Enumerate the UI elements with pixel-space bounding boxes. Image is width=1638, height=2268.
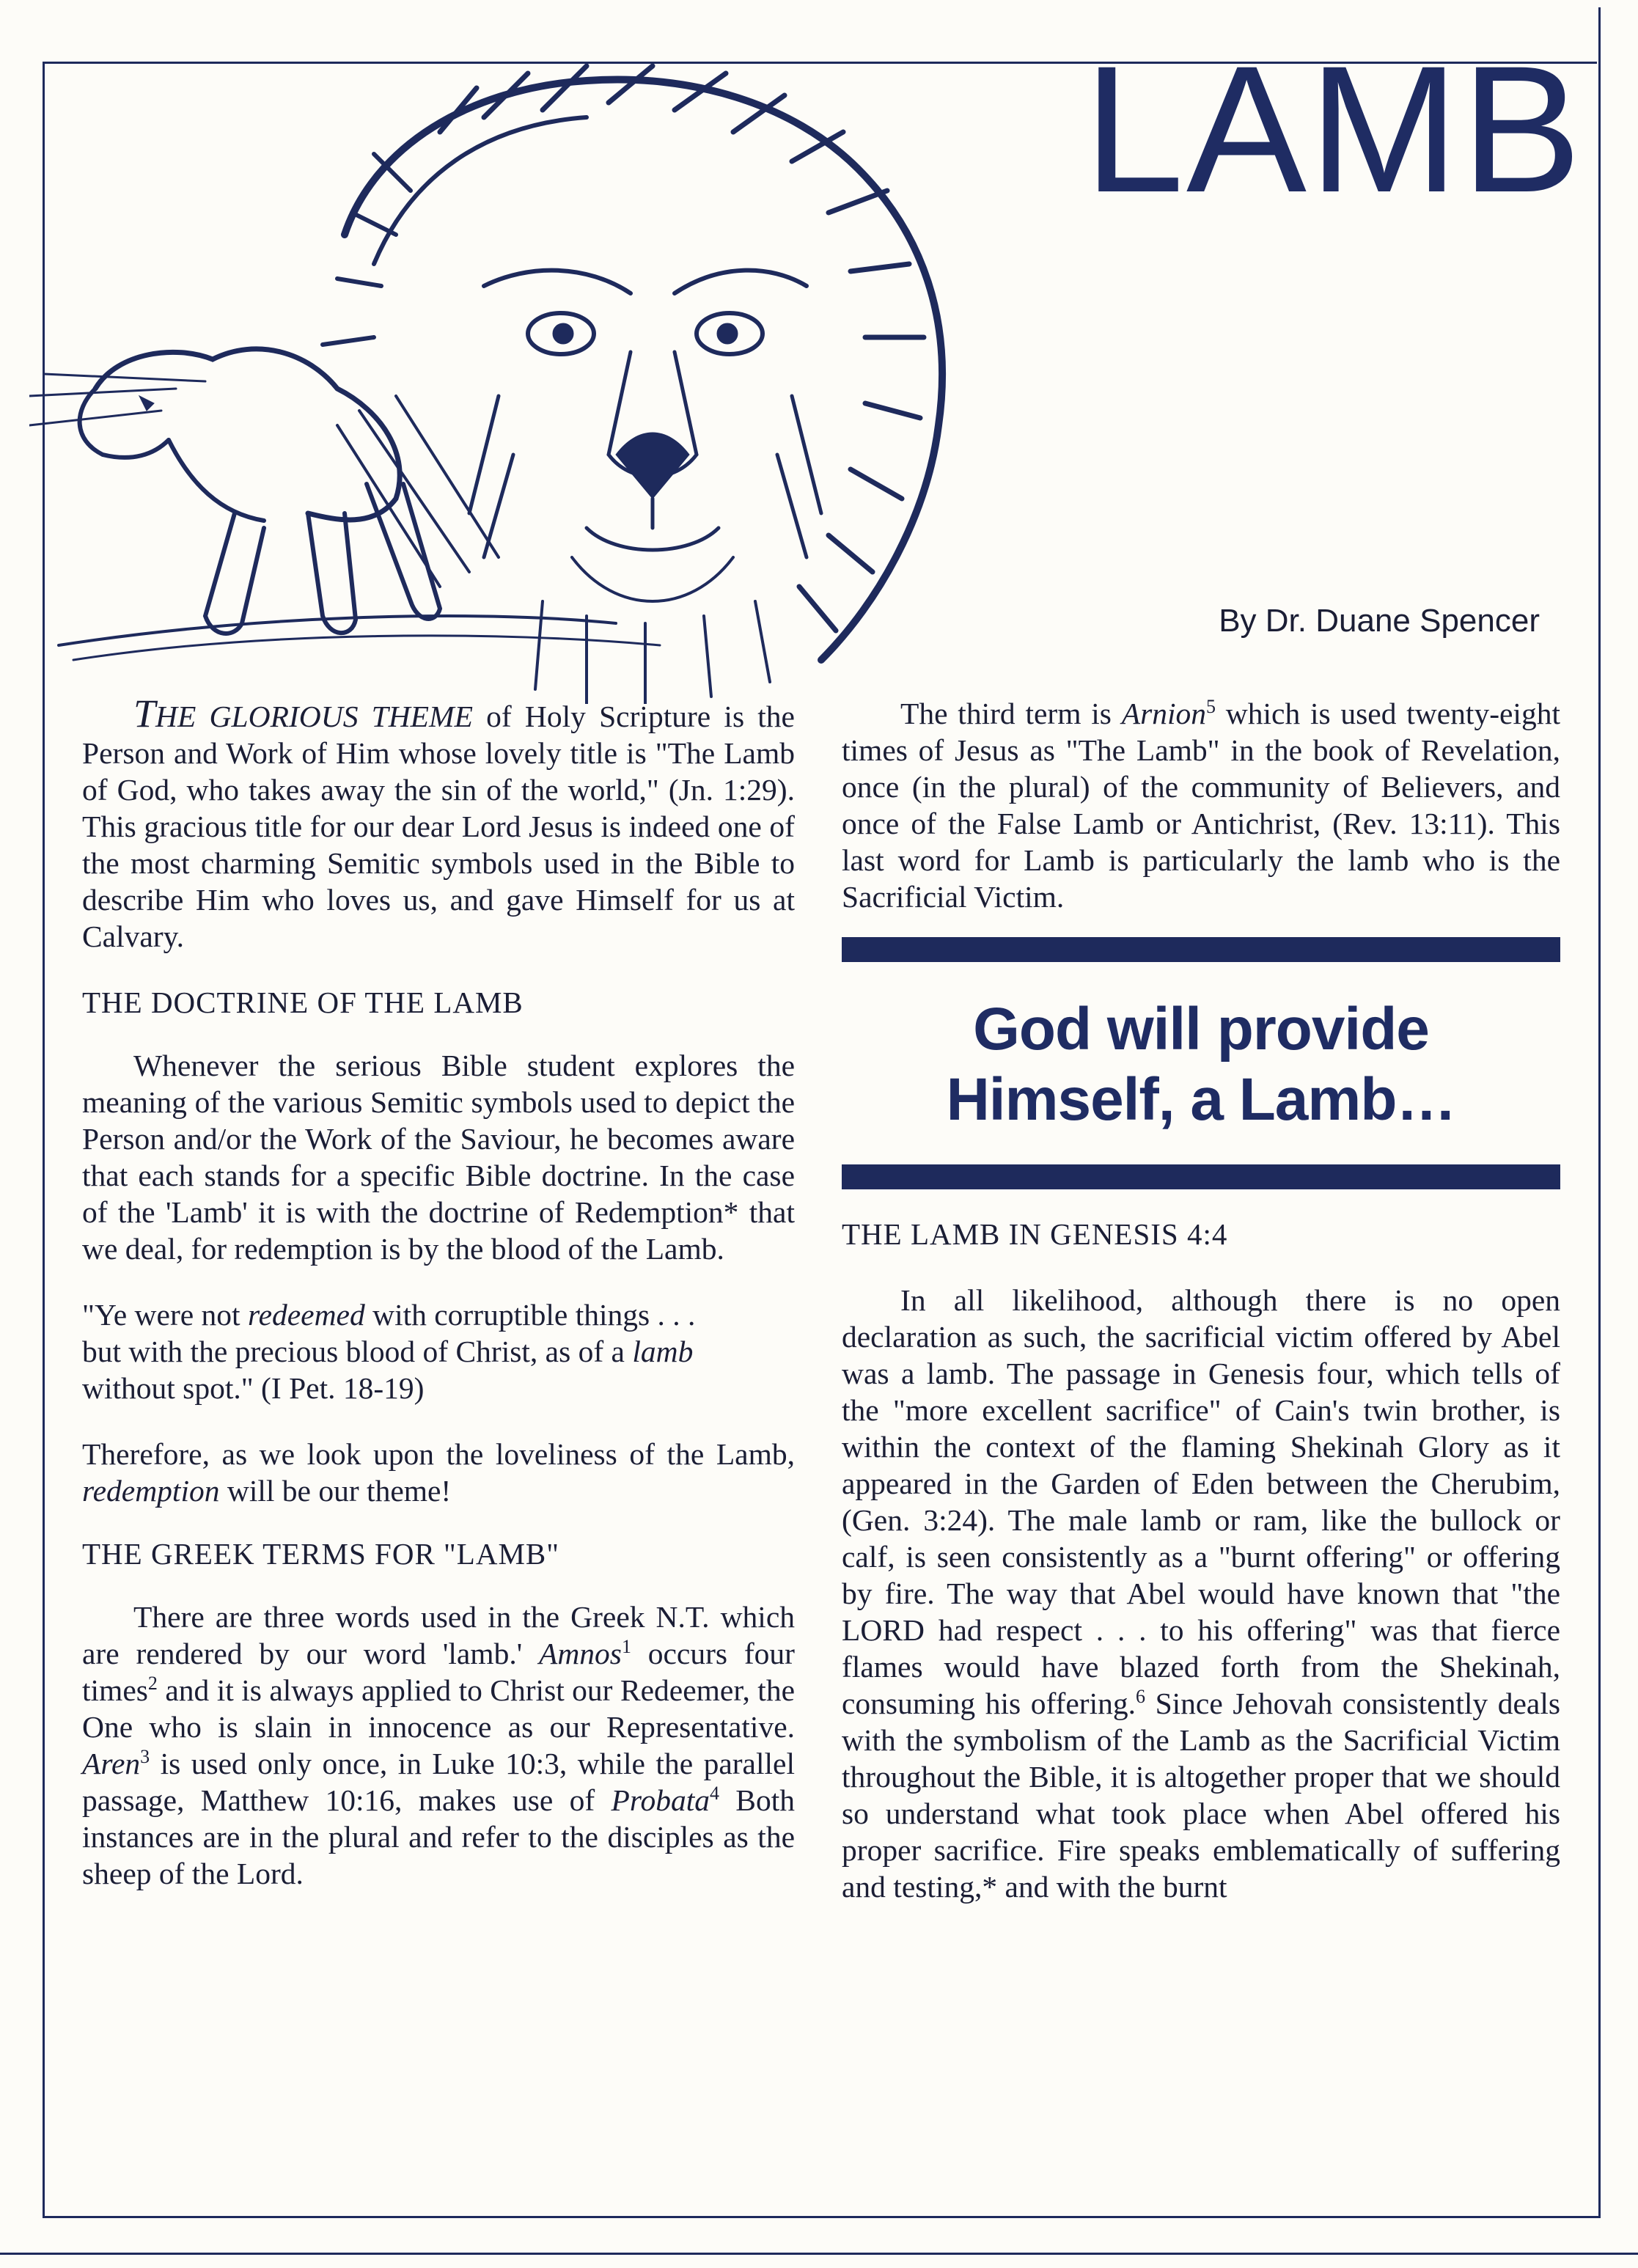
pull-headline: [842, 994, 1560, 1135]
arnion-paragraph: The third term is Arnion$^5$ which is used twenty-eight times of Jesus as "The Lamb" in the book of Revelation, once (in the plural) of the community of Believers, and once of the False Lamb or Antichrist, (Rev. 13:11). This last word for Lamb is particularly the lamb who is the Sacrificial Victim.: [842, 696, 1560, 914]
article-title: LAMB: [1084, 29, 1584, 230]
page-outer-bottom-rule: [0, 2253, 1638, 2255]
pull-headline-line-2: Himself, a Lamb…: [946, 1066, 1456, 1133]
frame-right-rule: [1598, 7, 1601, 2217]
intro-paragraph: [82, 691, 795, 955]
divider-bar-bottom: [842, 1164, 1560, 1189]
heading-greek-terms: THE GREEK TERMS FOR "LAMB": [82, 1537, 559, 1571]
intro-text: of Holy Scripture is the Person and Work of Him whose lovely title is "The Lamb of God, who takes away the sin of the world," (Jn. 1:29). This gracious title for our dear Lord Jesus is indeed one of the most charming Semitic symbols used in the Bible to describe Him who loves us, and gave Himself for us at Calvary.: [82, 700, 795, 953]
intro-lead: HE GLORIOUS THEME: [155, 700, 473, 733]
greek-terms-paragraph: There are three words used in the Greek N.T. which are rendered by our word 'lamb.' Amnos$^1$ occurs four times$^2$ and it is always applied to Christ our Redeemer, the One who is slain in innocence as our Representative. Aren$^3$ is used only once, in Luke 10:3, while the parallel passage, Matthew 10:16, makes use of Probata$^4$ Both instances are in the plural and refer to the disciples as the sheep of the Lord.: [82, 1600, 795, 1890]
lion-and-lamb-illustration: [29, 44, 1070, 704]
pull-headline-line-1: God will provide: [973, 996, 1429, 1063]
scripture-quote: "Ye were not redeemed with corruptible things . . . but with the precious blood of Christ, as of a lamb without spot." (I Pet. 18-19): [82, 1298, 696, 1405]
doctrine-paragraph: Whenever the serious Bible student explores the meaning of the various Semitic symbols used to depict the Person and/or the Work of the Saviour, he becomes aware that each stands for a specific Bible doctrine. In the case of the 'Lamb' it is with the doctrine of Redemption* that we deal, for redemption is by the blood of the Lamb.: [82, 1049, 795, 1266]
divider-bar-top: [842, 937, 1560, 962]
drop-cap: T: [133, 691, 156, 735]
genesis-paragraph: In all likelihood, although there is no open declaration as such, the sacrificial victim offered by Abel was a lamb. The passage in Genesis four, which tells of the "more excellent sacrifice" of Cain's twin brother, is within the context of the flaming Shekinah Glory as it appeared in the Garden of Eden between the Cherubim, (Gen. 3:24). The male lamb or ram, like the bullock or calf, is seen consistently as a "burnt offering" or offering by fire. The way that Abel would have known that "the LORD had respect . . . to his offering" was that fierce flames would have blazed forth from the Shekinah, consuming his offering.$^6$ Since Jehovah consistently deals with the symbolism of the Lamb as the Sacrificial Victim throughout the Bible, it is altogether proper that we should so understand what took place when Abel offered his proper sacrifice. Fire speaks emblematically of suffering and testing,* and with the burnt: [842, 1283, 1560, 1904]
right-column: [842, 695, 1560, 1905]
frame-bottom-rule: [43, 2216, 1601, 2218]
left-column: [82, 691, 795, 1892]
heading-doctrine: THE DOCTRINE OF THE LAMB: [82, 986, 524, 1019]
author-byline: By Dr. Duane Spencer: [1219, 603, 1540, 639]
heading-genesis: THE LAMB IN GENESIS 4:4: [842, 1217, 1228, 1251]
conclusion-paragraph: Therefore, as we look upon the loveliness of the Lamb, redemption will be our theme!: [82, 1437, 795, 1508]
